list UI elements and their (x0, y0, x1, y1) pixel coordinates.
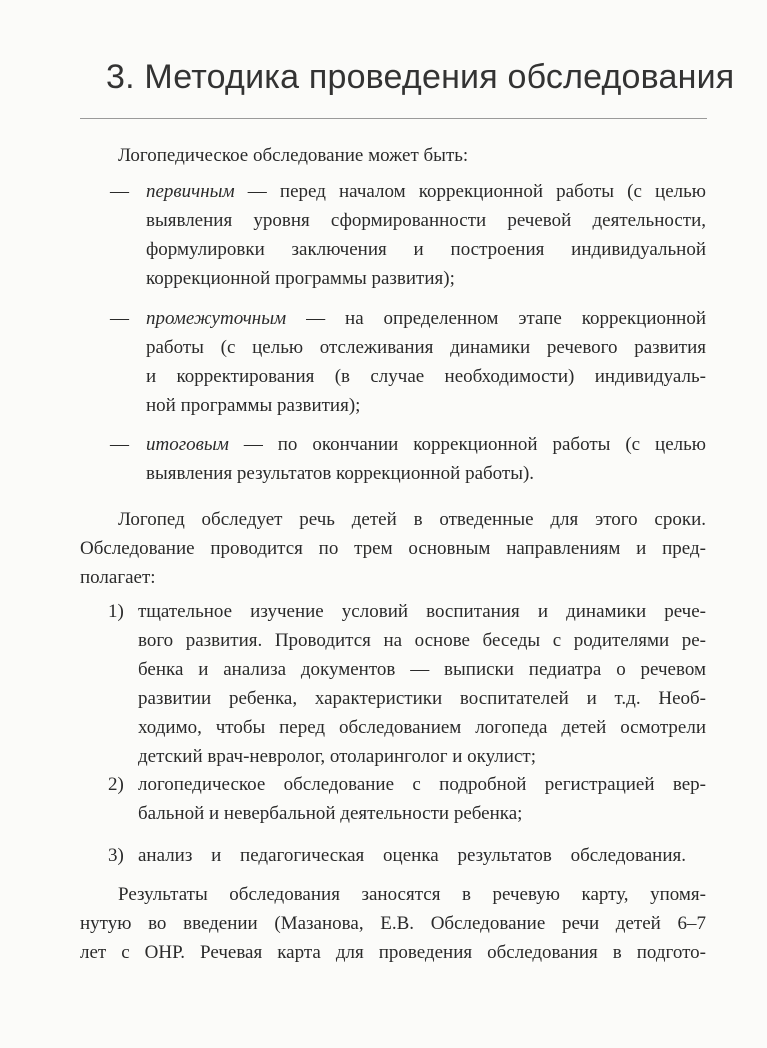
paragraph-1-line-1: Логопед обследует речь детей в отведенные для этого сроки. (118, 509, 706, 530)
paragraph-2-line-3: лет с ОНР. Речевая карта для проведения обследования в подгото- (80, 942, 706, 963)
list-item-intermediate-line-2: работы (с целью отслеживания динамики речевого развития (146, 337, 706, 358)
list-item-intermediate-line-4: ной программы развития); (146, 395, 361, 416)
step-1-line-6: детский врач-невролог, отоларинголог и окулист; (138, 746, 536, 767)
list-item-intermediate-line-1 (146, 304, 706, 333)
step-number: 2) (108, 774, 124, 795)
list-item-intermediate-line-3: и корректирования (в случае необходимости) индивидуаль- (146, 366, 706, 387)
list-item-text: — на определенном этапе коррекционной (286, 308, 706, 329)
term-final: итоговым (146, 434, 229, 455)
step-2-line-2: бальной и невербальной деятельности ребенка; (138, 803, 523, 824)
list-item-text: — по окончании коррекционной работы (с целью (228, 434, 706, 455)
step-number: 1) (108, 601, 124, 622)
paragraph-2-line-1: Результаты обследования заносятся в речевую карту, упомя- (118, 884, 706, 905)
paragraph-1-line-3: полагает: (80, 567, 156, 588)
page-title: 3. Методика проведения обследования (106, 58, 735, 96)
term-primary: первичным (146, 181, 235, 202)
step-1-line-5: ходимо, чтобы перед обследованием логопеда детей осмотрели (138, 717, 706, 738)
step-1-line-4: развитии ребенка, характеристики воспитателей и т.д. Необ- (138, 688, 706, 709)
list-item-final-line-1 (146, 430, 706, 459)
term-intermediate: промежуточным (146, 308, 287, 329)
title-divider (80, 118, 707, 119)
list-item-text: — перед началом коррекционной работы (с целью (234, 181, 706, 202)
list-item-primary-line-3: формулировки заключения и построения индивидуальной (146, 239, 706, 260)
list-dash: — (110, 181, 129, 202)
list-dash: — (110, 434, 129, 455)
intro-text: Логопедическое обследование может быть: (118, 145, 469, 166)
step-1-line-2: вого развития. Проводится на основе беседы с родителями ре- (138, 630, 706, 651)
step-1-line-1: тщательное изучение условий воспитания и динамики рече- (138, 601, 706, 622)
step-3-line-1: анализ и педагогическая оценка результатов обследования. (138, 845, 686, 866)
step-1-line-3: бенка и анализа документов — выписки педиатра о речевом (138, 659, 706, 680)
step-2-line-1: логопедическое обследование с подробной регистрацией вер- (138, 774, 706, 795)
paragraph-2-line-2: нутую во введении (Мазанова, Е.В. Обследование речи детей 6–7 (80, 913, 706, 934)
step-number: 3) (108, 845, 124, 866)
paragraph-1-line-2: Обследование проводится по трем основным направлениям и пред- (80, 538, 706, 559)
list-dash: — (110, 308, 129, 329)
list-item-primary-line-1 (146, 177, 706, 206)
list-item-final-line-2: выявления результатов коррекционной работы). (146, 463, 535, 484)
list-item-primary-line-4: коррекционной программы развития); (146, 268, 455, 289)
list-item-primary-line-2: выявления уровня сформированности речевой деятельности, (146, 210, 706, 231)
